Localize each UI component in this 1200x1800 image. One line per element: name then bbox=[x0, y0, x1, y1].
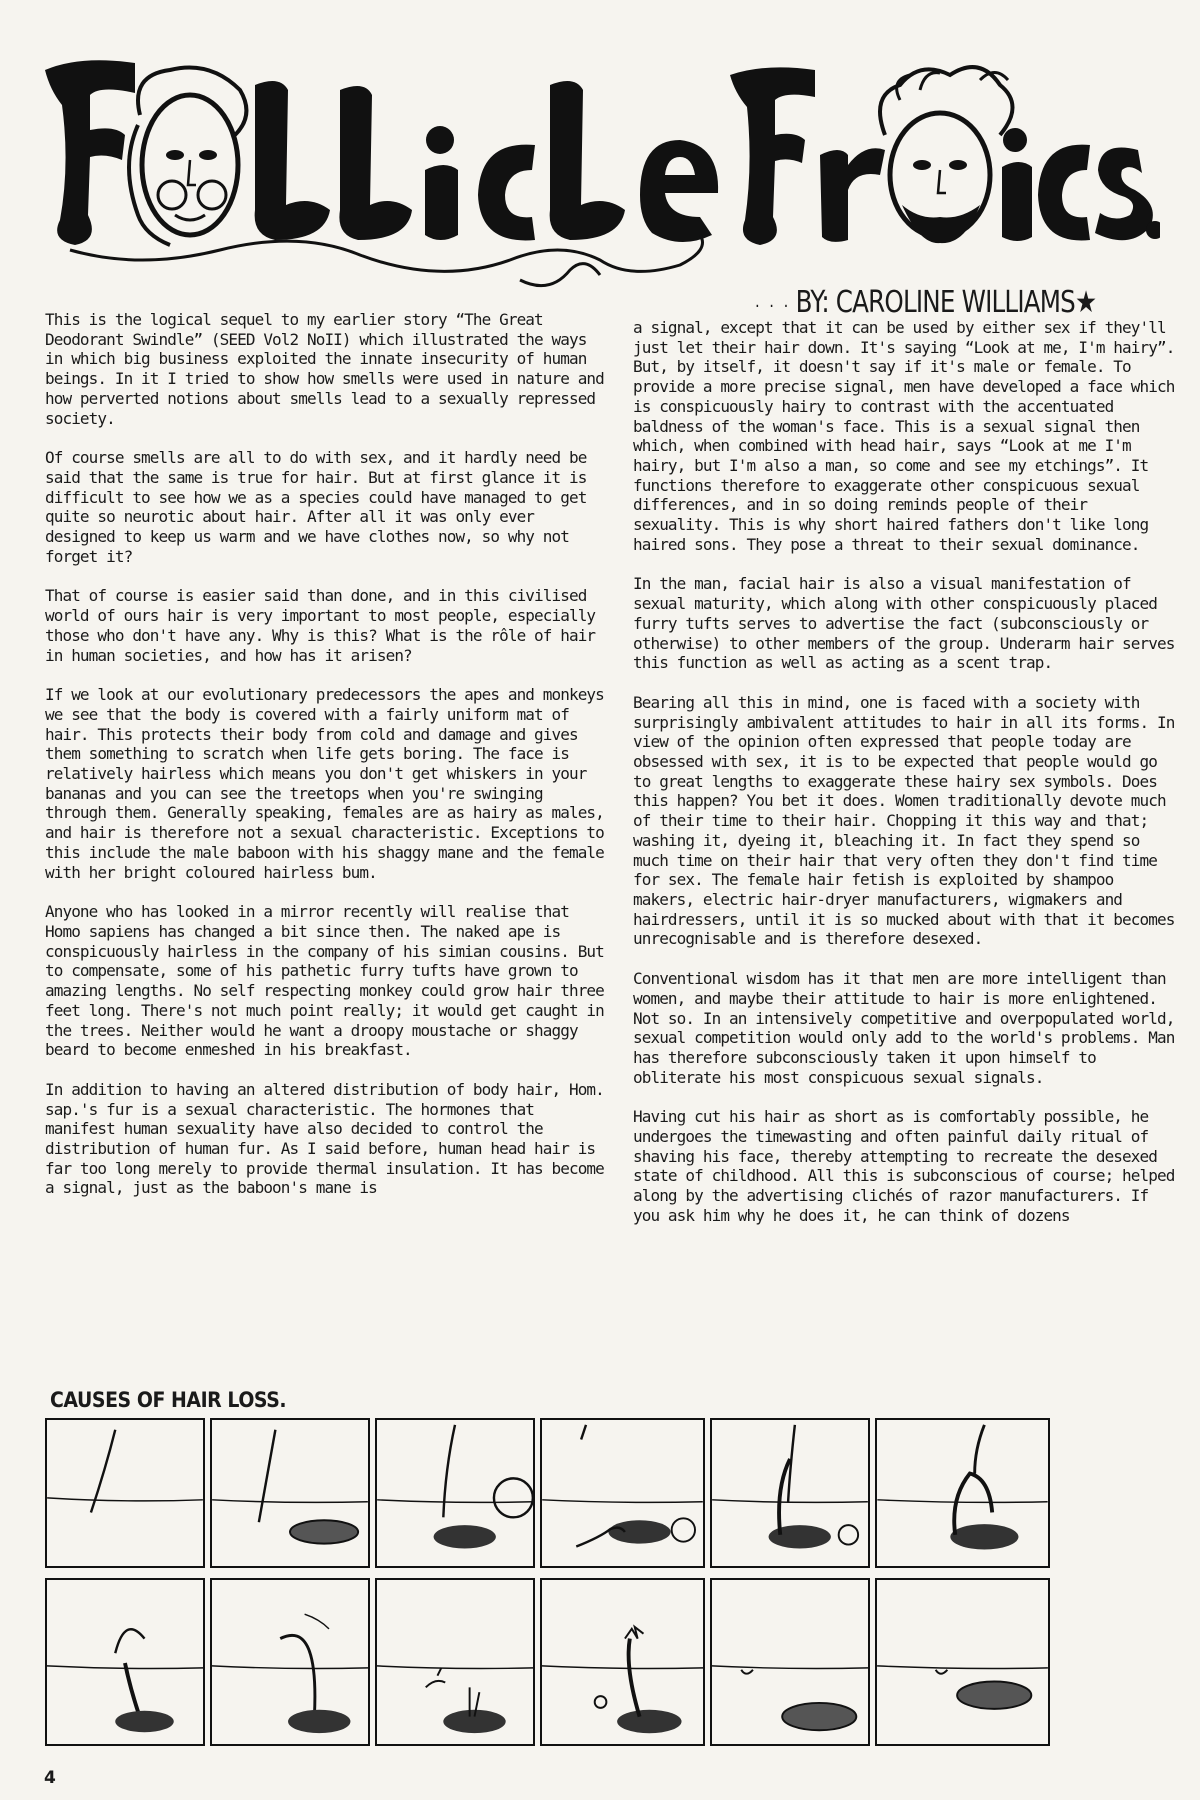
comic-panel bbox=[875, 1578, 1050, 1746]
paragraph: In the man, facial hair is also a visual manifestation of sexual maturity, which along with other conspicuously placed furry tufts serves to advertise the fact (subconsciously or otherwise) to other members of the group. Underarm hair serves this function as well as acting as a scent trap. bbox=[633, 574, 1175, 673]
comic-panel bbox=[375, 1418, 535, 1568]
comic-panel bbox=[45, 1578, 205, 1746]
article-right-column bbox=[633, 318, 1178, 1246]
masthead-lettering-art bbox=[40, 45, 1160, 300]
comic-panel bbox=[45, 1418, 205, 1568]
hair-strand-drawing bbox=[712, 1420, 868, 1566]
article-left-column bbox=[45, 310, 605, 1218]
comic-panel bbox=[710, 1418, 870, 1568]
paragraph: a signal, except that it can be used by either sex if they'll just let their hair down. It's saying “Look at me, I'm hairy”. But, by itself, it doesn't say if it's male or female. To provide a more precise signal, men have developed a face which is conspicuously hairy to contrast with the accentuated baldness of the woman's face. This is a sexual signal then which, when combined with head hair, says “Look at me I'm hairy, but I'm also a man, so come and see my etchings”. It functions therefore to exaggerate other conspicuous sexual differences, and in so doing reminds people of their sexuality. This is why short haired fathers don't like long haired sons. They pose a threat to their sexual dominance. bbox=[633, 318, 1175, 554]
paragraph: Of course smells are all to do with sex, and it hardly need be said that the same is true for hair. But at first glance it is difficult to see how we as a species could have managed to get quite so neurotic about hair. After all it was only ever designed to keep us warm and we have clothes now, so why not forget it? bbox=[45, 448, 587, 566]
comic-panel bbox=[210, 1578, 370, 1746]
comic-strip bbox=[45, 1408, 1165, 1758]
paragraph: Bearing all this in mind, one is faced with a society with surprisingly ambivalent attitudes to hair in all its forms. In view of the opinion often expressed that people today are obsessed with sex, it is to be expected that people would go to great lengths to exaggerate these hairy sex symbols. Does this happen? You bet it does. Women traditionally devote much of their time to their hair. Chopping it this way and that; washing it, dyeing it, bleaching it. In fact they spend so much time on their hair that very often they don't find time for sex. The female hair fetish is exploited by shampoo makers, electric hair-dryer manufacturers, wigmakers and hairdressers, until it is so mucked about with that it becomes unrecognisable and is therefore desexed. bbox=[633, 692, 1175, 949]
hair-strand-drawing bbox=[212, 1420, 368, 1566]
hair-strand-drawing bbox=[542, 1580, 703, 1744]
hair-strand-drawing bbox=[377, 1420, 533, 1566]
paragraph: Having cut his hair as short as is comfortably possible, he undergoes the timewasting and often painful daily ritual of shaving his face, thereby attempting to recreate the desexed state of childhood. All this is subconscious of course; helped along by the advertising clichés of razor manufacturers. If you ask him why he does it, he can think of dozens bbox=[633, 1107, 1175, 1225]
paragraph: That of course is easier said than done, and in this civilised world of ours hair is very important to most people, especially those who don't have any. Why is this? What is the rôle of hair in human societies, and how has it arisen? bbox=[45, 586, 596, 665]
hair-strand-drawing bbox=[212, 1580, 368, 1744]
comic-panel bbox=[875, 1418, 1050, 1568]
hair-strand-drawing bbox=[47, 1420, 203, 1566]
comic-title: CAUSES OF HAIR LOSS. bbox=[50, 1388, 287, 1412]
hair-strand-drawing bbox=[377, 1580, 533, 1744]
hair-strand-drawing bbox=[712, 1580, 868, 1744]
comic-panel bbox=[540, 1418, 705, 1568]
paragraph: Anyone who has looked in a mirror recently will realise that Homo sapiens has changed a bit since then. The naked ape is conspicuously hairless in the company of his simian cousins. But to compensate, some of his pathetic furry tufts have grown to amazing lengths. No self respecting monkey could grow hair three feet long. There's not much point really; it would get caught in the trees. Neither would he want a droopy moustache or shaggy beard to become enmeshed in his breakfast. bbox=[45, 902, 604, 1060]
hair-strand-drawing bbox=[877, 1420, 1048, 1566]
paragraph: This is the logical sequel to my earlier story “The Great Deodorant Swindle” (SEED Vol2 NoII) which illustrated the ways in which big business exploited the innate insecurity of human beings. In it I tried to show how smells were used in nature and how perverted notions about smells lead to a sexually repressed society. bbox=[45, 310, 604, 428]
byline-text: BY: CAROLINE WILLIAMS★ bbox=[795, 285, 1097, 320]
paragraph: If we look at our evolutionary predecessors the apes and monkeys we see that the body is covered with a fairly uniform mat of hair. This protects their body from cold and damage and gives them something to scratch when life gets boring. The face is relatively hairless which means you don't get whiskers in your bananas and you can see the treetops when you're swinging through them. Generally speaking, females are as hairy as males, and hair is therefore not a sexual characteristic. Exceptions to this include the male baboon with his shaggy mane and the female with her bright coloured hairless bum. bbox=[45, 685, 604, 882]
hair-strand-drawing bbox=[877, 1580, 1048, 1744]
hair-strand-drawing bbox=[542, 1420, 703, 1566]
byline bbox=[755, 285, 1096, 320]
comic-panel bbox=[540, 1578, 705, 1746]
comic-panel bbox=[375, 1578, 535, 1746]
page-number: 4 bbox=[44, 1768, 56, 1788]
paragraph: Conventional wisdom has it that men are more intelligent than women, and maybe their attitude to hair is more enlightened. Not so. In an intensively competitive and overpopulated world, sexual competition would only add to the world's problems. Man has therefore subconsciously taken it upon himself to obliterate his most conspicuous sexual signals. bbox=[633, 969, 1175, 1087]
byline-dots: · · · bbox=[755, 296, 791, 317]
hair-strand-drawing bbox=[47, 1580, 203, 1744]
comic-panel bbox=[710, 1578, 870, 1746]
comic-panel bbox=[210, 1418, 370, 1568]
paragraph: In addition to having an altered distribution of body hair, Hom. sap.'s fur is a sexual characteristic. The hormones that manifest human sexuality have also decided to control the distribution of human fur. As I said before, human head hair is far too long merely to provide thermal insulation. It has become a signal, just as the baboon's mane is bbox=[45, 1079, 604, 1198]
masthead bbox=[40, 45, 1160, 320]
